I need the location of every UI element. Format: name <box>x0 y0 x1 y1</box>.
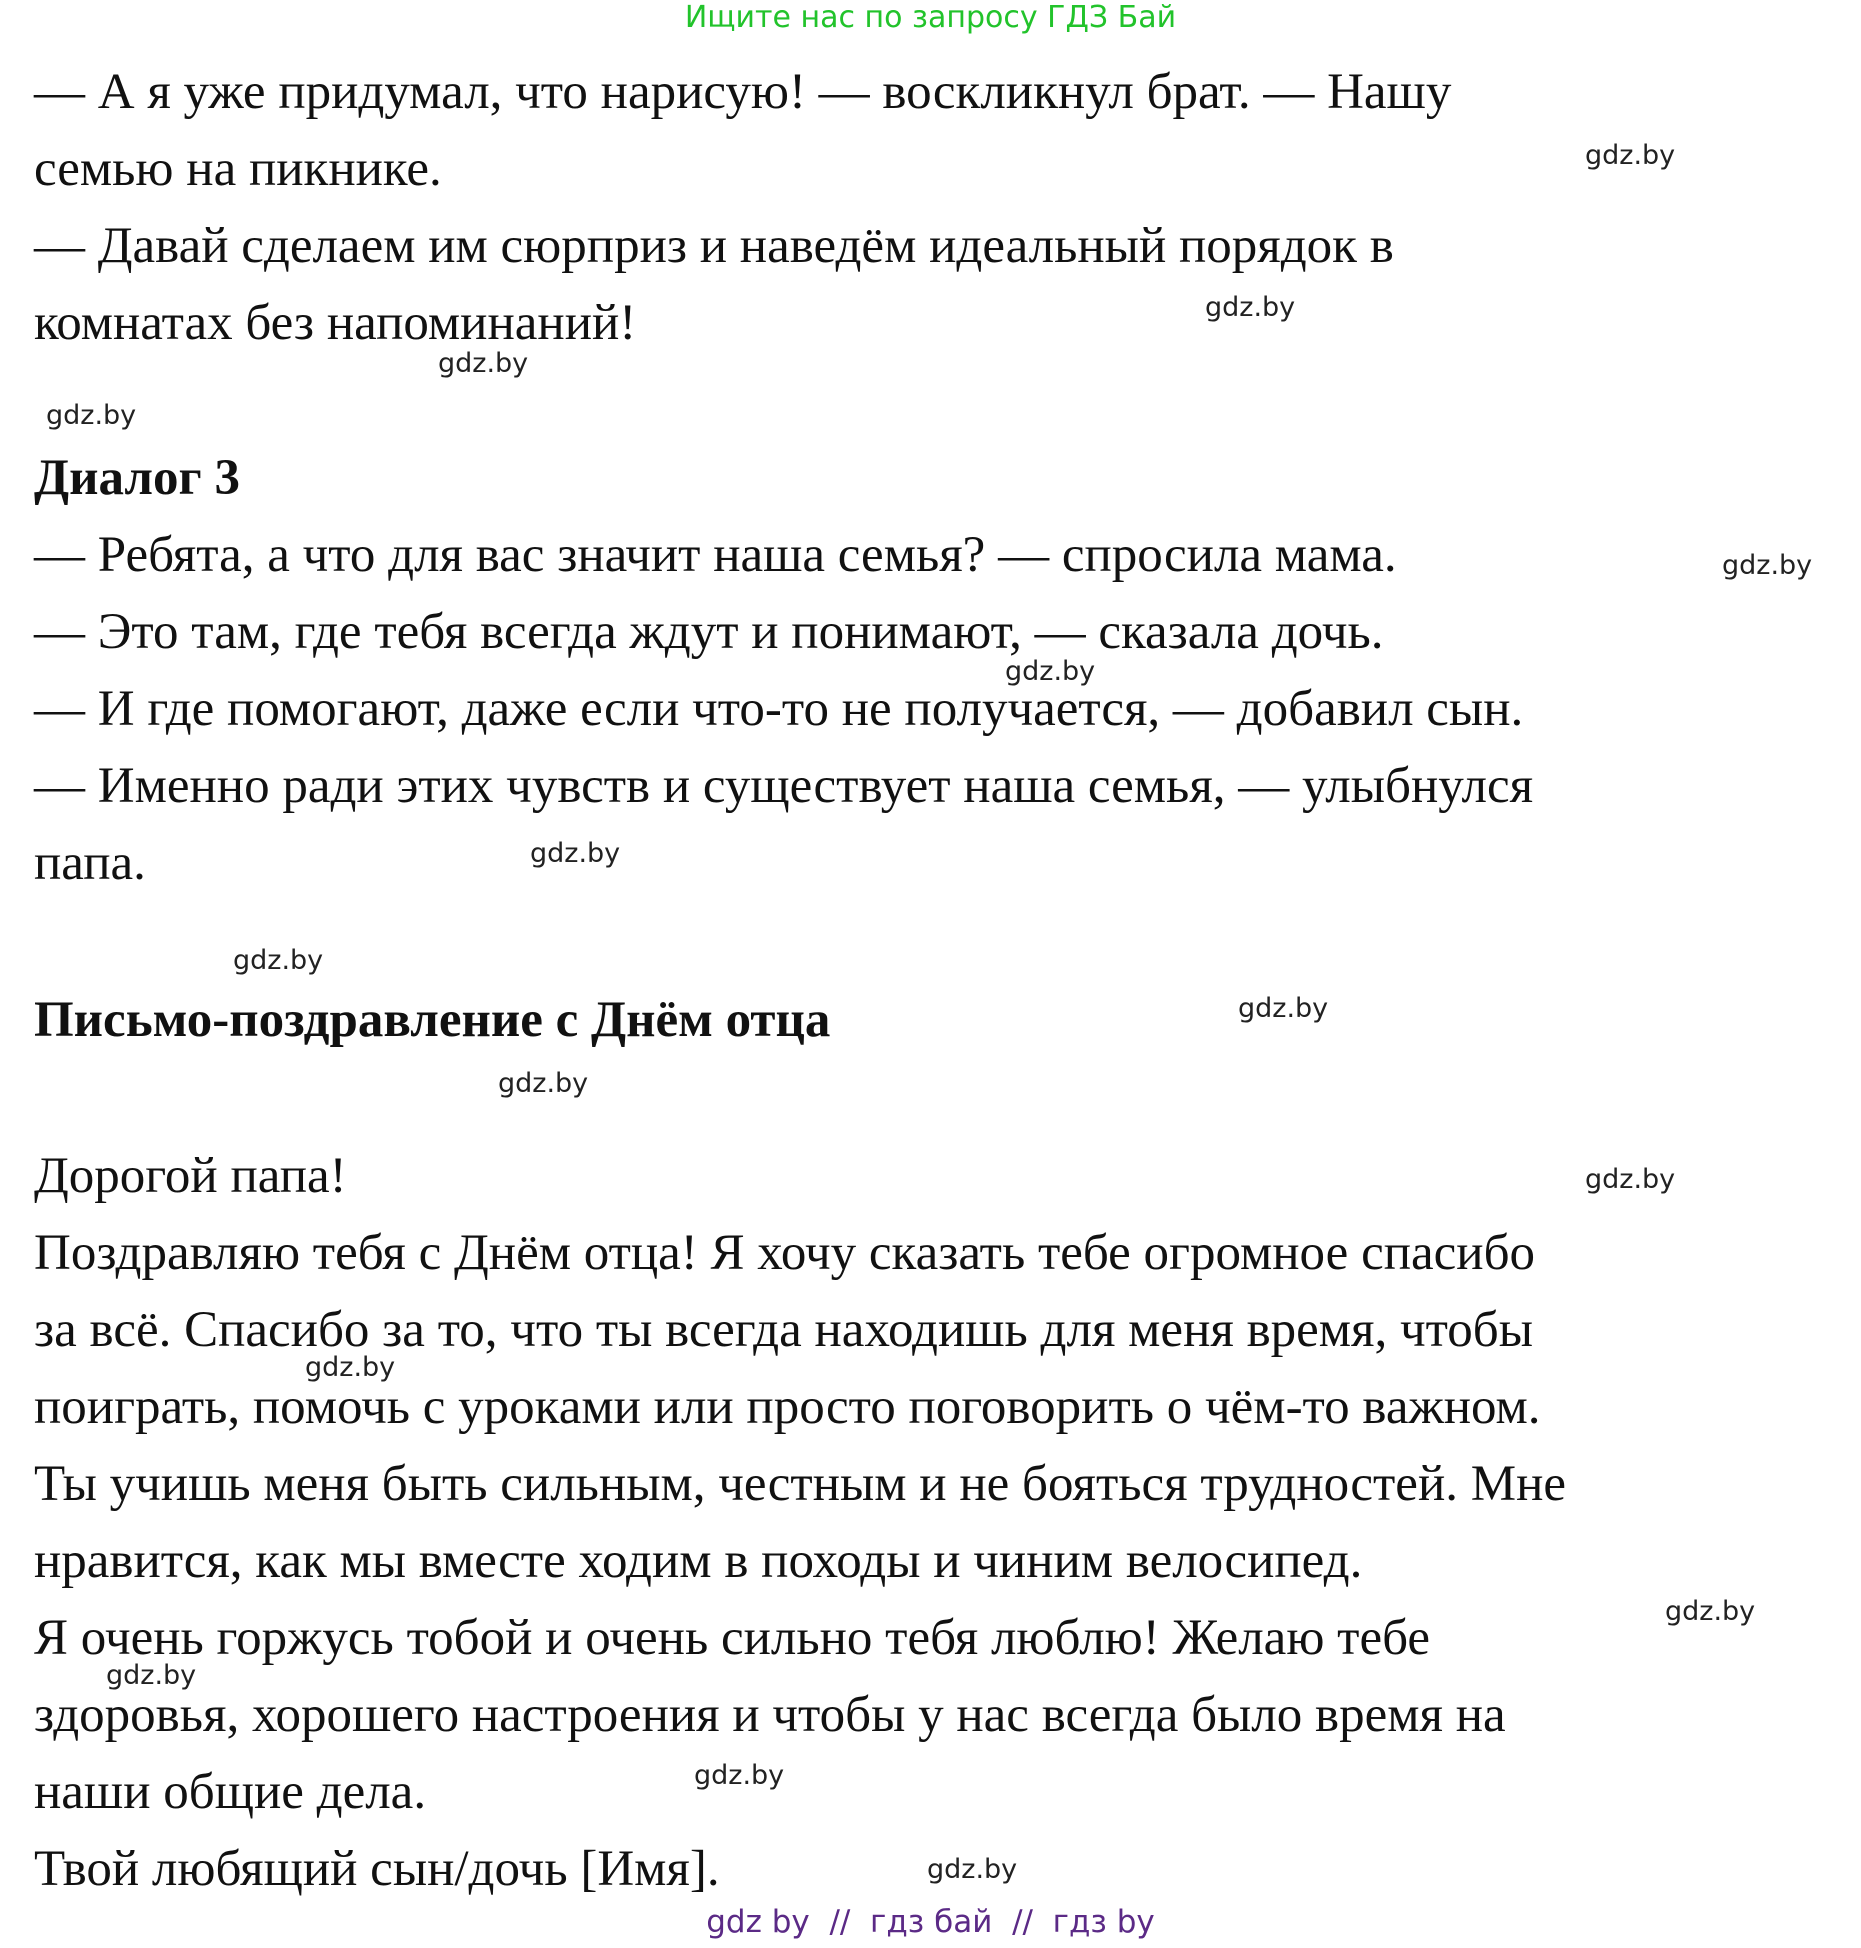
watermark: gdz.by <box>927 1854 1018 1885</box>
footer-watermark: gdz by // гдз бай // гдз by <box>706 1904 1155 1940</box>
watermark: gdz.by <box>1722 550 1813 581</box>
dialog-line: — Именно ради этих чувств и существует наша семья, — улыбнулся <box>34 758 1534 814</box>
watermark: gdz.by <box>305 1352 396 1383</box>
letter-line: Дорогой папа! <box>34 1148 347 1204</box>
letter-line: за всё. Спасибо за то, что ты всегда находишь для меня время, чтобы <box>34 1302 1533 1358</box>
dialog-line: папа. <box>34 835 146 891</box>
dialog-heading: Диалог 3 <box>34 450 240 506</box>
watermark: gdz.by <box>233 945 324 976</box>
watermark: gdz.by <box>46 400 137 431</box>
watermark: gdz.by <box>694 1760 785 1791</box>
letter-line: Ты учишь меня быть сильным, честным и не бояться трудностей. Мне <box>34 1456 1567 1512</box>
dialog-line: — Это там, где тебя всегда ждут и понимают, — сказала дочь. <box>34 604 1384 660</box>
letter-line: нравится, как мы вместе ходим в походы и чиним велосипед. <box>34 1533 1363 1589</box>
watermark: gdz.by <box>1005 656 1096 687</box>
watermark: gdz.by <box>530 838 621 869</box>
letter-line: Я очень горжусь тобой и очень сильно тебя люблю! Желаю тебе <box>34 1610 1431 1666</box>
letter-line: наши общие дела. <box>34 1764 427 1820</box>
letter-heading: Письмо-поздравление с Днём отца <box>34 992 831 1048</box>
watermark: gdz.by <box>1585 140 1676 171</box>
watermark: gdz.by <box>1238 993 1329 1024</box>
letter-line: Поздравляю тебя с Днём отца! Я хочу сказать тебе огромное спасибо <box>34 1225 1536 1281</box>
watermark: gdz.by <box>1665 1596 1756 1627</box>
watermark: gdz.by <box>1205 292 1296 323</box>
text-line: — А я уже придумал, что нарисую! — воскликнул брат. — Нашу <box>34 64 1452 120</box>
text-line: семью на пикнике. <box>34 141 442 197</box>
dialog-line: — И где помогают, даже если что-то не получается, — добавил сын. <box>34 681 1524 737</box>
letter-line: Твой любящий сын/дочь [Имя]. <box>34 1841 720 1897</box>
text-line: — Давай сделаем им сюрприз и наведём идеальный порядок в <box>34 218 1394 274</box>
watermark: gdz.by <box>1585 1164 1676 1195</box>
watermark: gdz.by <box>106 1660 197 1691</box>
letter-line: поиграть, помочь с уроками или просто поговорить о чём-то важном. <box>34 1379 1541 1435</box>
text-line: комнатах без напоминаний! <box>34 295 637 351</box>
watermark: gdz.by <box>438 348 529 379</box>
search-hint-banner: Ищите нас по запросу ГДЗ Бай <box>684 0 1177 35</box>
watermark: gdz.by <box>498 1068 589 1099</box>
dialog-line: — Ребята, а что для вас значит наша семья? — спросила мама. <box>34 527 1397 583</box>
letter-line: здоровья, хорошего настроения и чтобы у нас всегда было время на <box>34 1687 1506 1743</box>
